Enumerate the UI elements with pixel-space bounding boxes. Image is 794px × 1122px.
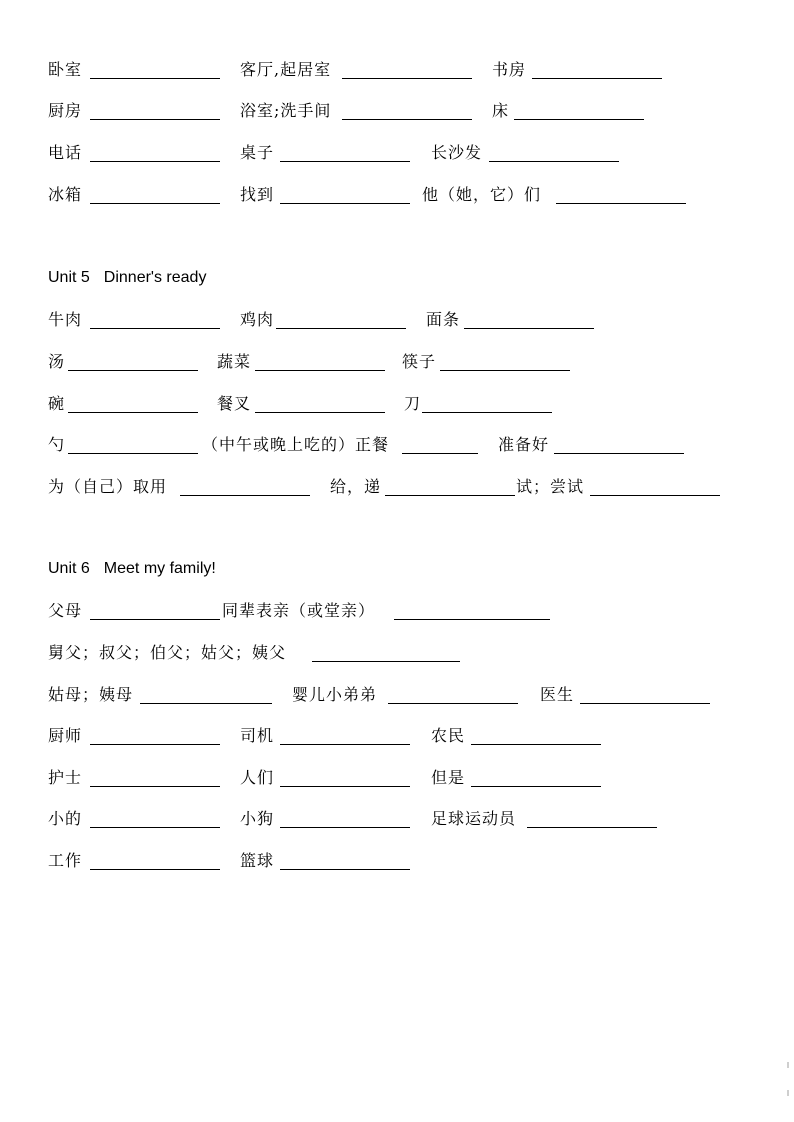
- unit-title: Meet my family!: [103, 560, 216, 577]
- vocab-label: 面条: [426, 310, 461, 329]
- vocab-label: 冰箱: [48, 185, 83, 204]
- vocab-label: 舅父；叔父；伯父；姑父；姨父: [48, 643, 287, 662]
- vocab-label: 同辈表亲（或堂亲）: [222, 601, 376, 620]
- vocab-label: 足球运动员: [431, 809, 517, 828]
- vocab-row: [0, 724, 794, 748]
- vocab-row: [0, 392, 794, 416]
- unit-number: Unit 5: [48, 269, 90, 286]
- vocab-label: 卧室: [48, 60, 83, 79]
- vocab-label: 工作: [48, 851, 83, 870]
- unit-number: Unit 6: [48, 560, 90, 577]
- answer-blank[interactable]: [280, 161, 410, 162]
- answer-blank[interactable]: [532, 78, 662, 79]
- vocab-label: （中午或晚上吃的）正餐: [202, 435, 390, 454]
- answer-blank[interactable]: [471, 744, 601, 745]
- vocab-row: [0, 350, 794, 374]
- vocab-label: 筷子: [402, 352, 437, 371]
- vocab-label: 电话: [48, 143, 83, 162]
- vocab-label: 给，递: [330, 477, 382, 496]
- answer-blank[interactable]: [388, 703, 518, 704]
- answer-blank[interactable]: [280, 869, 410, 870]
- answer-blank[interactable]: [68, 453, 198, 454]
- vocab-label: 床: [492, 101, 510, 120]
- answer-blank[interactable]: [90, 869, 220, 870]
- vocab-label: 桌子: [240, 143, 275, 162]
- vocab-label: 勺: [48, 435, 66, 454]
- vocab-label: 刀: [404, 394, 422, 413]
- vocab-row: [0, 308, 794, 332]
- answer-blank[interactable]: [68, 370, 198, 371]
- vocab-row: [0, 99, 794, 123]
- answer-blank[interactable]: [464, 328, 594, 329]
- vocab-row: [0, 766, 794, 790]
- unit-title: Dinner's ready: [103, 269, 207, 286]
- answer-blank[interactable]: [255, 370, 385, 371]
- vocab-label: 长沙发: [431, 143, 483, 162]
- vocab-label: 厨房: [48, 101, 83, 120]
- answer-blank[interactable]: [280, 827, 410, 828]
- vocab-label: 篮球: [240, 851, 275, 870]
- answer-blank[interactable]: [440, 370, 570, 371]
- vocab-label: 为（自己）取用: [48, 477, 168, 496]
- vocab-label: 找到: [240, 185, 275, 204]
- vocab-label: 书房: [492, 60, 527, 79]
- answer-blank[interactable]: [90, 744, 220, 745]
- vocab-label: 碗: [48, 394, 66, 413]
- vocab-row: [0, 849, 794, 873]
- answer-blank[interactable]: [554, 453, 684, 454]
- vocab-label: 浴室;洗手间: [240, 101, 332, 120]
- answer-blank[interactable]: [180, 495, 310, 496]
- answer-blank[interactable]: [527, 827, 657, 828]
- vocab-row: [0, 599, 794, 623]
- vocab-label: 司机: [240, 726, 275, 745]
- vocab-row: [0, 683, 794, 707]
- answer-blank[interactable]: [385, 495, 515, 496]
- answer-blank[interactable]: [90, 161, 220, 162]
- answer-blank[interactable]: [90, 119, 220, 120]
- vocab-row: [0, 183, 794, 207]
- vocab-row: [0, 475, 794, 499]
- answer-blank[interactable]: [90, 78, 220, 79]
- vocab-label: 试；尝试: [516, 477, 585, 496]
- vocab-row: [0, 807, 794, 831]
- answer-blank[interactable]: [556, 203, 686, 204]
- vocab-label: 但是: [431, 768, 466, 787]
- vocab-label: 牛肉: [48, 310, 83, 329]
- answer-blank[interactable]: [90, 786, 220, 787]
- answer-blank[interactable]: [489, 161, 619, 162]
- answer-blank[interactable]: [422, 412, 552, 413]
- vocab-label: 护士: [48, 768, 83, 787]
- vocab-row: [0, 641, 794, 665]
- vocab-label: 医生: [540, 685, 575, 704]
- vocab-label: 鸡肉: [240, 310, 275, 329]
- answer-blank[interactable]: [280, 744, 410, 745]
- answer-blank[interactable]: [90, 619, 220, 620]
- vocab-label: 他（她，它）们: [422, 185, 542, 204]
- vocab-label: 父母: [48, 601, 83, 620]
- answer-blank[interactable]: [580, 703, 710, 704]
- vocab-label: 餐叉: [217, 394, 252, 413]
- answer-blank[interactable]: [402, 453, 478, 454]
- answer-blank[interactable]: [140, 703, 272, 704]
- answer-blank[interactable]: [276, 328, 406, 329]
- answer-blank[interactable]: [90, 827, 220, 828]
- answer-blank[interactable]: [514, 119, 644, 120]
- answer-blank[interactable]: [280, 203, 410, 204]
- vocab-label: 婴儿小弟弟: [292, 685, 378, 704]
- answer-blank[interactable]: [394, 619, 550, 620]
- vocab-label: 小狗: [240, 809, 275, 828]
- vocab-label: 厨师: [48, 726, 83, 745]
- scan-mark: [787, 1090, 789, 1096]
- answer-blank[interactable]: [342, 119, 472, 120]
- vocab-label: 农民: [431, 726, 466, 745]
- answer-blank[interactable]: [312, 661, 460, 662]
- answer-blank[interactable]: [90, 203, 220, 204]
- vocab-label: 客厅,起居室: [240, 60, 332, 79]
- vocab-label: 汤: [48, 352, 66, 371]
- vocab-row: [0, 58, 794, 82]
- scan-mark: [787, 1062, 789, 1068]
- answer-blank[interactable]: [590, 495, 720, 496]
- answer-blank[interactable]: [342, 78, 472, 79]
- vocab-row: [0, 433, 794, 457]
- answer-blank[interactable]: [471, 786, 601, 787]
- answer-blank[interactable]: [90, 328, 220, 329]
- vocab-row: [0, 141, 794, 165]
- vocab-label: 姑母；姨母: [48, 685, 134, 704]
- vocab-label: 人们: [240, 768, 275, 787]
- unit-heading: [48, 558, 216, 580]
- vocab-label: 准备好: [498, 435, 550, 454]
- answer-blank[interactable]: [68, 412, 198, 413]
- answer-blank[interactable]: [280, 786, 410, 787]
- vocab-label: 小的: [48, 809, 83, 828]
- unit-heading: [48, 267, 206, 289]
- answer-blank[interactable]: [255, 412, 385, 413]
- vocab-label: 蔬菜: [217, 352, 252, 371]
